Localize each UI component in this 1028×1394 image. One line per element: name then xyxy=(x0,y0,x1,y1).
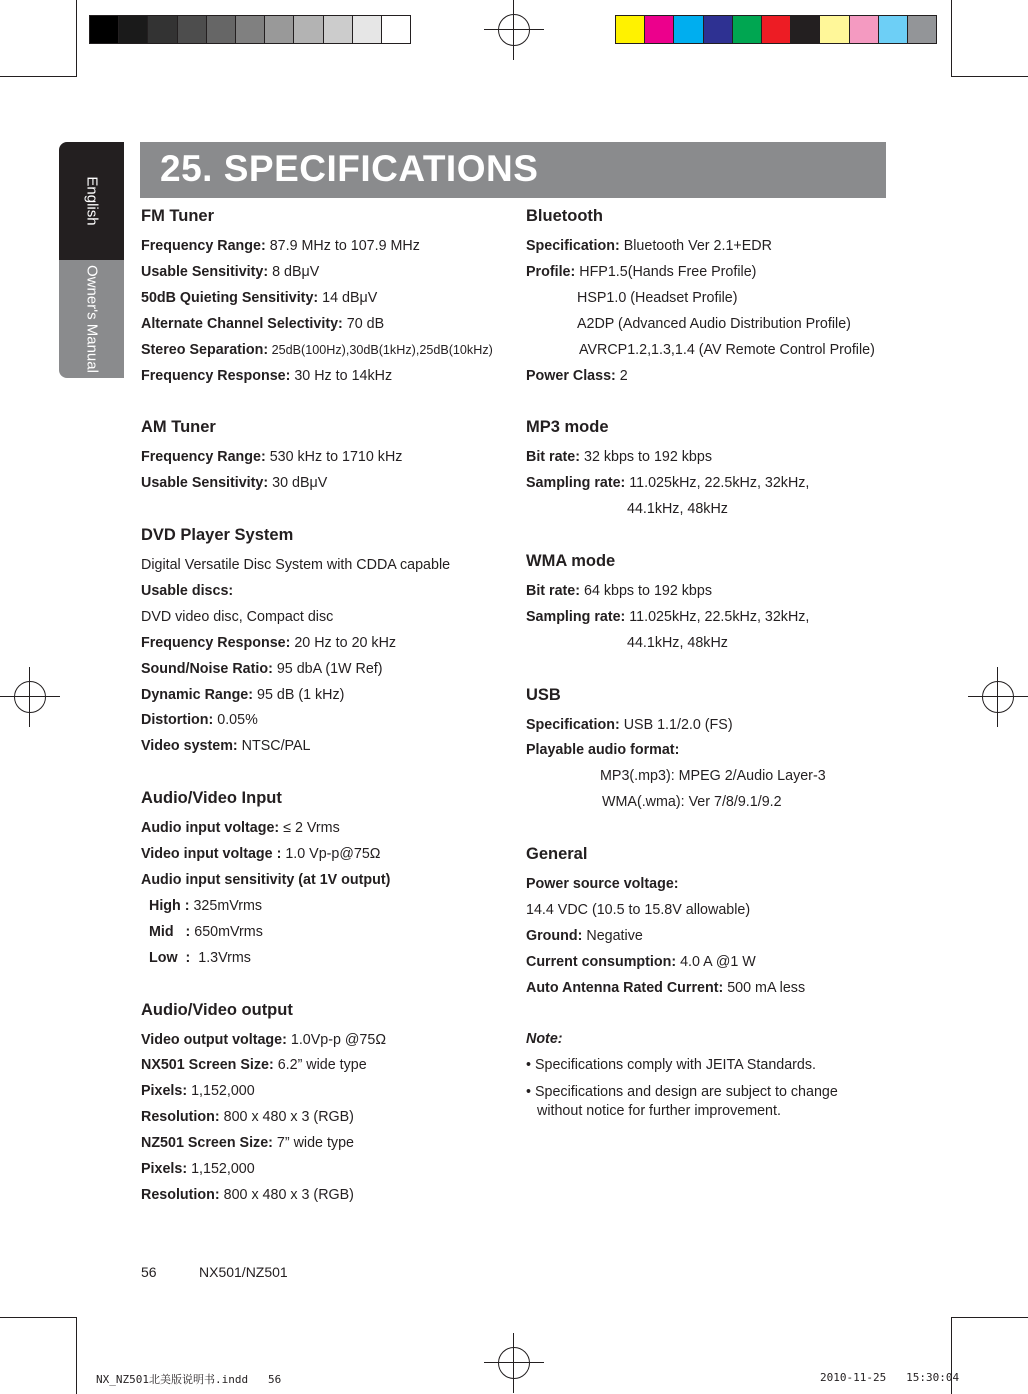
crop-mark xyxy=(951,1317,1028,1318)
audio-input-voltage: Audio input voltage: ≤ 2 Vrms xyxy=(141,820,340,837)
color-swatch xyxy=(645,16,674,43)
color-swatch xyxy=(294,16,323,43)
language-tab-label: English xyxy=(83,176,100,226)
dvd-dynamic-range: Dynamic Range: 95 dB (1 kHz) xyxy=(141,686,345,703)
sensitivity-mid: Mid : 650mVrms xyxy=(149,923,263,940)
color-swatch xyxy=(820,16,849,43)
wma-sampling-rate: Sampling rate: 11.025kHz, 22.5kHz, 32kHz, xyxy=(526,608,810,625)
bluetooth-power-class: Power Class: 2 xyxy=(526,367,628,384)
usb-heading: USB xyxy=(526,685,561,704)
language-tab xyxy=(59,142,124,260)
file-slug: NX_NZ501北美版说明书.indd 56 xyxy=(96,1373,282,1386)
crop-mark xyxy=(951,0,952,77)
nx501-resolution: Resolution: 800 x 480 x 3 (RGB) xyxy=(141,1109,354,1126)
dvd-distortion: Distortion: 0.05% xyxy=(141,712,258,729)
registration-mark xyxy=(968,667,1028,727)
sensitivity-high: High : 325mVrms xyxy=(149,897,263,914)
model-name: NX501/NZ501 xyxy=(199,1264,288,1280)
general-heading: General xyxy=(526,845,588,864)
dvd-frequency-response: Frequency Response: 20 Hz to 20 kHz xyxy=(141,634,397,651)
color-swatch xyxy=(148,16,177,43)
note-item-change: • Specifications and design are subject to change xyxy=(526,1084,838,1101)
registration-mark xyxy=(484,0,544,60)
video-output-voltage: Video output voltage: 1.0Vp-p @75Ω xyxy=(141,1031,387,1048)
fm-quieting-sensitivity: 50dB Quieting Sensitivity: 14 dBμV xyxy=(141,289,378,306)
color-swatch xyxy=(236,16,265,43)
registration-mark xyxy=(0,667,60,727)
fm-frequency-response: Frequency Response: 30 Hz to 14kHz xyxy=(141,367,393,384)
bluetooth-heading: Bluetooth xyxy=(526,207,603,225)
color-swatch xyxy=(353,16,382,43)
mp3-sampling-rate: Sampling rate: 11.025kHz, 22.5kHz, 32kHz, xyxy=(526,475,810,492)
power-source-value: 14.4 VDC (10.5 to 15.8V allowable) xyxy=(526,901,751,918)
power-source-label: Power source voltage: xyxy=(526,876,679,893)
crop-mark xyxy=(0,76,77,77)
am-heading: AM Tuner xyxy=(141,418,216,437)
dvd-usable-discs: DVD video disc, Compact disc xyxy=(141,608,334,625)
left-column xyxy=(141,204,511,1209)
mp3-heading: MP3 mode xyxy=(526,418,609,437)
right-column xyxy=(526,204,896,1121)
av-input-heading: Audio/Video Input xyxy=(141,789,282,808)
bluetooth-profile-hsp: HSP1.0 (Headset Profile) xyxy=(577,289,738,306)
color-swatch xyxy=(908,16,936,43)
nz501-screen-size: NZ501 Screen Size: 7” wide type xyxy=(141,1135,354,1152)
color-swatch xyxy=(207,16,236,43)
dvd-video-system: Video system: NTSC/PAL xyxy=(141,738,311,755)
bluetooth-profile-avrcp: AVRCP1.2,1.3,1.4 (AV Remote Control Profile) xyxy=(579,341,875,358)
usb-format-mp3: MP3(.mp3): MPEG 2/Audio Layer-3 xyxy=(600,768,826,785)
crop-mark xyxy=(0,1317,77,1318)
nz501-resolution: Resolution: 800 x 480 x 3 (RGB) xyxy=(141,1186,354,1203)
sensitivity-low: Low : 1.3Vrms xyxy=(149,949,251,966)
manual-tab xyxy=(59,260,124,378)
fm-frequency-range: Frequency Range: 87.9 MHz to 107.9 MHz xyxy=(141,238,420,254)
color-swatch xyxy=(382,16,410,43)
mp3-bit-rate: Bit rate: 32 kbps to 192 kbps xyxy=(526,449,712,466)
color-swatch xyxy=(733,16,762,43)
crop-mark xyxy=(951,76,1028,77)
bluetooth-specification: Specification: Bluetooth Ver 2.1+EDR xyxy=(526,238,772,254)
usb-playable-format-label: Playable audio format: xyxy=(526,742,680,759)
note-item-change-cont: without notice for further improvement. xyxy=(537,1103,781,1120)
auto-antenna-current: Auto Antenna Rated Current: 500 mA less xyxy=(526,979,806,996)
note-label: Note: xyxy=(526,1031,563,1048)
usb-specification: Specification: USB 1.1/2.0 (FS) xyxy=(526,716,733,733)
color-swatch xyxy=(791,16,820,43)
title-bar xyxy=(140,142,886,198)
registration-mark xyxy=(484,1333,544,1393)
fm-heading: FM Tuner xyxy=(141,207,215,225)
dvd-heading: DVD Player System xyxy=(141,526,294,545)
bluetooth-profile: Profile: HFP1.5(Hands Free Profile) xyxy=(526,263,757,280)
timestamp-slug: 2010-11-25 15:30:04 xyxy=(820,1371,960,1384)
nx501-screen-size: NX501 Screen Size: 6.2” wide type xyxy=(141,1057,367,1074)
video-input-voltage: Video input voltage : 1.0 Vp-p@75Ω xyxy=(141,846,381,863)
color-swatch xyxy=(324,16,353,43)
bluetooth-profile-a2dp: A2DP (Advanced Audio Distribution Profile) xyxy=(577,315,851,332)
manual-tab-label: Owner's Manual xyxy=(83,265,100,373)
dvd-sound-noise-ratio: Sound/Noise Ratio: 95 dbA (1W Ref) xyxy=(141,660,383,677)
color-swatch xyxy=(178,16,207,43)
color-swatch xyxy=(90,16,119,43)
color-swatch xyxy=(265,16,294,43)
nx501-pixels: Pixels: 1,152,000 xyxy=(141,1083,255,1100)
crop-mark xyxy=(76,1317,77,1394)
color-swatch xyxy=(119,16,148,43)
mp3-sampling-rate-cont: 44.1kHz, 48kHz xyxy=(627,501,728,518)
color-swatch xyxy=(850,16,879,43)
am-frequency-range: Frequency Range: 530 kHz to 1710 kHz xyxy=(141,449,403,466)
am-usable-sensitivity: Usable Sensitivity: 30 dBμV xyxy=(141,475,328,492)
color-swatch xyxy=(762,16,791,43)
wma-bit-rate: Bit rate: 64 kbps to 192 kbps xyxy=(526,582,712,599)
usb-format-wma: WMA(.wma): Ver 7/8/9.1/9.2 xyxy=(602,794,782,811)
av-output-heading: Audio/Video output xyxy=(141,1000,293,1019)
audio-input-sensitivity: Audio input sensitivity (at 1V output) xyxy=(141,871,391,888)
dvd-description: Digital Versatile Disc System with CDDA capable xyxy=(141,557,451,574)
color-bar xyxy=(615,15,937,44)
fm-usable-sensitivity: Usable Sensitivity: 8 dBμV xyxy=(141,263,320,280)
color-swatch xyxy=(879,16,908,43)
grayscale-bar xyxy=(89,15,411,44)
ground: Ground: Negative xyxy=(526,927,643,944)
wma-heading: WMA mode xyxy=(526,551,616,570)
fm-stereo-separation: Stereo Separation: 25dB(100Hz),30dB(1kHz),25dB(10kHz) xyxy=(141,341,493,358)
color-swatch xyxy=(704,16,733,43)
current-consumption: Current consumption: 4.0 A @1 W xyxy=(526,953,756,970)
dvd-usable-discs-label: Usable discs: xyxy=(141,582,234,599)
fm-alternate-selectivity: Alternate Channel Selectivity: 70 dB xyxy=(141,315,385,332)
wma-sampling-rate-cont: 44.1kHz, 48kHz xyxy=(627,634,728,651)
color-swatch xyxy=(674,16,703,43)
page-number: 56 xyxy=(141,1264,157,1280)
crop-mark xyxy=(76,0,77,77)
page-title: 25. SPECIFICATIONS xyxy=(160,148,539,189)
nz501-pixels: Pixels: 1,152,000 xyxy=(141,1161,255,1178)
note-item-jeita: • Specifications comply with JEITA Standards. xyxy=(526,1057,817,1074)
color-swatch xyxy=(616,16,645,43)
